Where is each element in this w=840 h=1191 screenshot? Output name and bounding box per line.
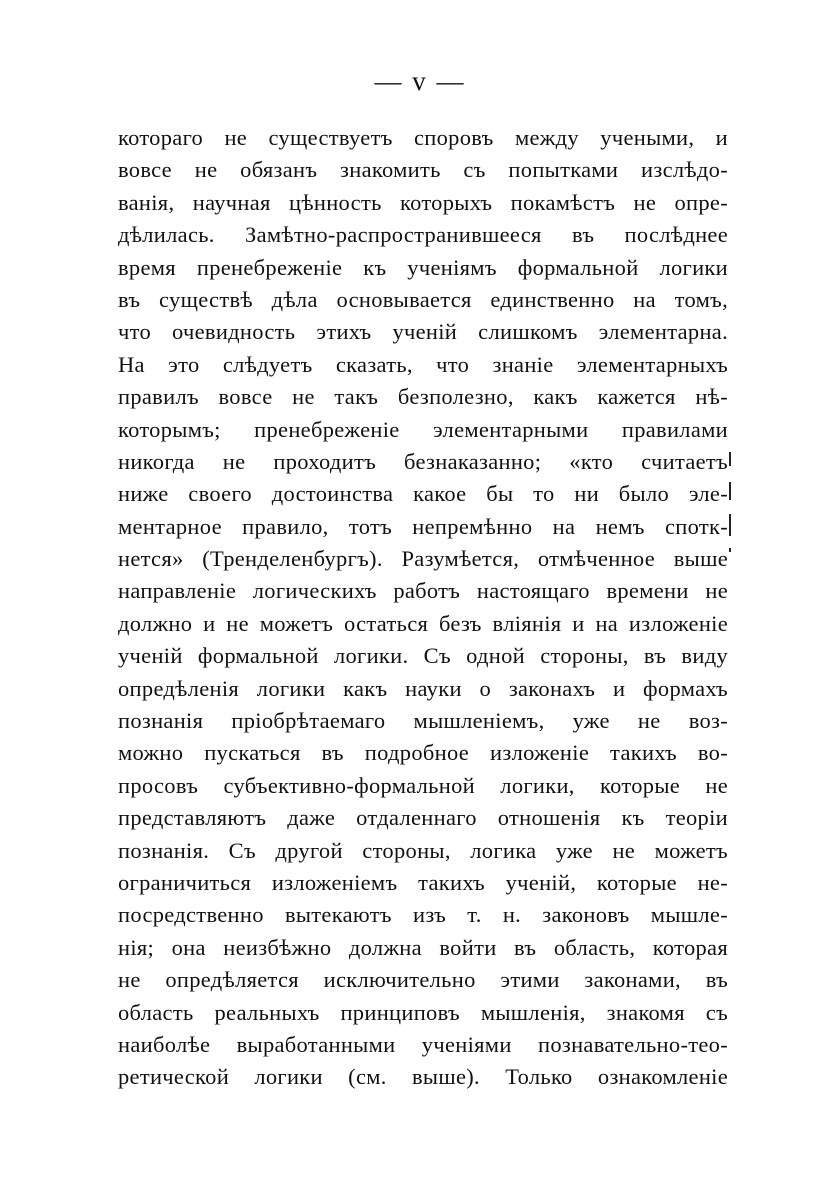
body-text — [118, 122, 728, 1094]
text-line: нія; она неизбѣжно должна войти въ область, которая — [118, 934, 728, 960]
text-line: никогда не проходитъ безнаказанно; «кто считаетъ — [118, 448, 728, 474]
text-line: вовсе не обязанъ знакомить съ попытками изслѣдо- — [118, 157, 728, 183]
text-line: ниже своего достоинства какое бы то ни было эле- — [118, 481, 728, 507]
text-line: На это слѣдуетъ сказать, что знаніе элементарныхъ — [118, 351, 728, 377]
text-line: познанія пріобрѣтаемаго мышленіемъ, уже не воз- — [118, 708, 728, 734]
text-line: посредственно вытекаютъ изъ т. н. законовъ мышле- — [118, 902, 728, 928]
margin-mark — [729, 452, 731, 466]
text-line: не опредѣляется исключительно этими законами, въ — [118, 967, 728, 993]
text-line: область реальныхъ принциповъ мышленія, знакомя съ — [118, 999, 728, 1025]
text-line: опредѣленія логики какъ науки о законахъ и формахъ — [118, 675, 728, 701]
text-line: ретической логики (см. выше). Только ознакомленіе — [118, 1064, 728, 1090]
text-line: направленіе логическихъ работъ настоящаго времени не — [118, 578, 728, 604]
margin-mark — [729, 548, 731, 552]
text-line: познанія. Съ другой стороны, логика уже не можетъ — [118, 837, 728, 863]
text-line: можно пускаться въ подробное изложеніе такихъ во- — [118, 740, 728, 766]
margin-marks — [729, 452, 737, 562]
text-line: котораго не существуетъ споровъ между учеными, и — [118, 125, 728, 150]
text-line: ванія, научная цѣнность которыхъ покамѣстъ не опре- — [118, 189, 728, 215]
margin-mark — [729, 514, 731, 536]
text-line: наиболѣе выработанными ученіями познавательно-тео- — [118, 1031, 728, 1057]
text-line: время пренебреженіе къ ученіямъ формальной логики — [118, 254, 728, 280]
text-line: правилъ вовсе не такъ безполезно, какъ кажется нѣ- — [118, 384, 728, 410]
text-line: ученій формальной логики. Съ одной стороны, въ виду — [118, 643, 728, 669]
text-line: ментарное правило, тотъ непремѣнно на немъ спотк- — [118, 513, 728, 539]
text-line: въ существѣ дѣла основывается единственно на томъ, — [118, 286, 728, 312]
text-line: что очевидность этихъ ученій слишкомъ элементарна. — [118, 319, 728, 345]
text-line: просовъ субъективно-формальной логики, которые не — [118, 772, 728, 798]
page-number: — v — — [374, 66, 466, 96]
text-line: которымъ; пренебреженіе элементарными правилами — [118, 416, 728, 442]
text-line: ограничиться изложеніемъ такихъ ученій, которые не- — [118, 869, 728, 895]
text-line: дѣлилась. Замѣтно-распространившееся въ послѣднее — [118, 222, 728, 248]
text-line: нется» (Тренделенбургъ). Разумѣется, отмѣченное выше — [118, 546, 728, 572]
text-line: представляютъ даже отдаленнаго отношенія къ теоріи — [118, 805, 728, 831]
margin-mark — [729, 482, 731, 500]
text-line: должно и не можетъ остаться безъ вліянія и на изложеніе — [118, 610, 728, 636]
